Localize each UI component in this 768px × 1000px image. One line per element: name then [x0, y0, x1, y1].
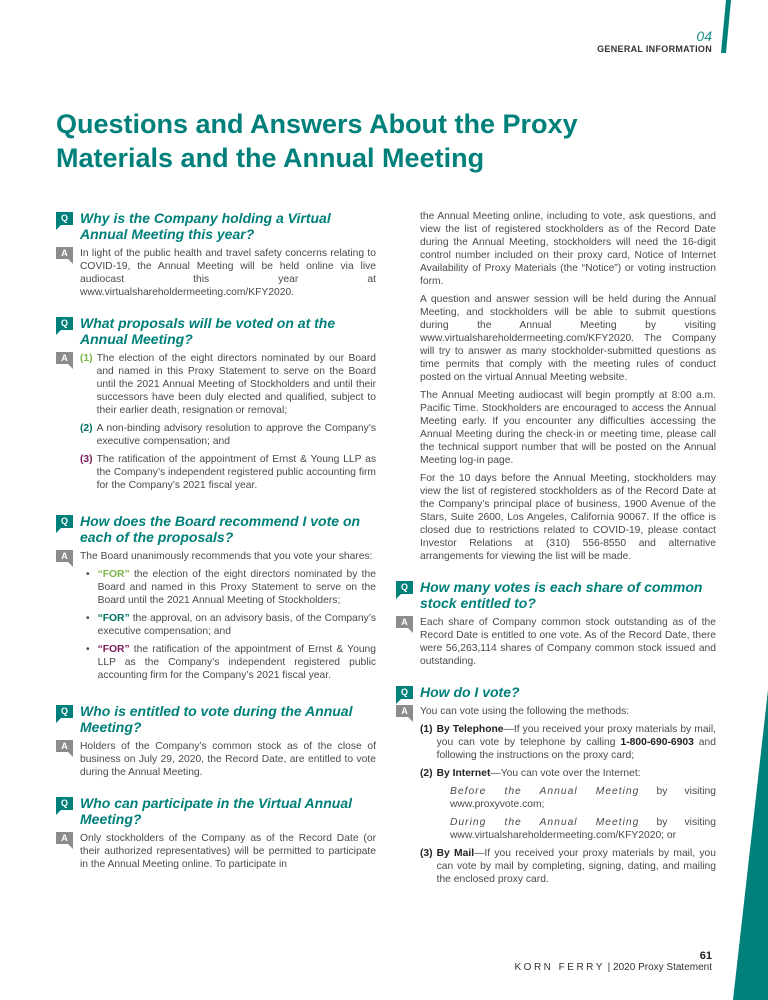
answer: A You can vote using the following the methods: (1) By Telephone—If you received your proxy materials by mail, you can vote by telephone by calling 1-800-690-6903 and following the instructions on the proxy card; (2) By Internet—You can vote over the Internet: Before the Annual Meeting by visiting www.proxyvote.com; During the Annual Meeting by visiting www.virtualshareholdermeeting.com/KFY2020; or (3) By Mail—If you received your proxy materials by mail, you can vote by mail by completing, signing, dating, and mailing the enclosed proxy card. [396, 705, 716, 891]
section-title: GENERAL INFORMATION [597, 44, 712, 54]
answer: A In light of the public health and travel safety concerns relating to COVID-19, the Annual Meeting will be held online via live audiocast this year at www.virtualshareholdermeeting.com/KFY2020. [56, 247, 376, 299]
page-title: Questions and Answers About the Proxy Materials and the Annual Meeting [56, 109, 578, 173]
left-column [56, 210, 376, 887]
answer [56, 352, 376, 497]
vote-method-telephone: (1) By Telephone—If you received your proxy materials by mail, you can vote by telephone by calling 1-800-690-6903 and following the instructions on the proxy card; [420, 724, 716, 761]
q-badge: Q [396, 686, 413, 699]
a-badge: A [56, 832, 73, 844]
list-item: • “FOR” the ratification of the appointment of Ernst & Young LLP as the Company’s independent registered public accounting firm for the Company’s 2021 fiscal year. [86, 644, 376, 681]
vote-method-mail: (3) By Mail—If you received your proxy materials by mail, you can vote by mail by completing, signing, dating, and mailing the enclosed proxy card. [420, 848, 716, 885]
a-badge: A [56, 247, 73, 259]
list-item: (2) A non-binding advisory resolution to approve the Company’s executive compensation; and [80, 423, 376, 447]
q-badge: Q [56, 797, 73, 810]
answer: A The Board unanimously recommends that you vote your shares: • “FOR” the election of the eight directors nominated by the Board and named in this Proxy Statement to serve on the Board until the 2021 Annual Meeting of Stockholders; • “FOR” the approval, on an advisory basis, of the Company’s executive compensation; and • “FOR” the ratification of the appointment of Ernst & Young LLP as the Company’s independent registered public accounting firm for the Company’s 2021 fiscal year. [56, 550, 376, 687]
section-number: 04 [696, 28, 712, 44]
a-badge: A [56, 740, 73, 752]
a-badge: A [396, 616, 413, 628]
answer-continued: the Annual Meeting online, including to vote, ask questions, and view the list of registered stockholders as of the Record Date during the Annual Meeting, stockholders will need the 16-digit control number included on their proxy card, Notice of Internet Availability of Proxy Materials (the “Notice”) or voting instruction form. A question and answer session will be held during the Annual Meeting, and stockholders will be able to submit questions during the Annual Meeting by visiting www.virtualshareholdermeeting.com/KFY2020. The Company will try to answer as many stockholder-submitted questions as time permits that comply with the meeting rules of conduct posted on the virtual Annual Meeting website. The Annual Meeting audiocast will begin promptly at 8:00 a.m. Pacific Time. Stockholders are encouraged to access the Annual Meeting early. If you encounter any difficulties accessing the Annual Meeting during the check-in or meeting time, please call the technical support number that will be posted on the Annual Meeting log-in page. For the 10 days before the Annual Meeting, stockholders may view the list of registered stockholders as of the Record Date at the Company’s principal place of business, 1900 Avenue of the Stars, Suite 2600, Los Angeles, California 90067. If the office is closed due to restrictions related to COVID-19, please contact Investor Relations at (310) 556-8550 and alternative arrangements for viewing the list will be made. [420, 211, 716, 562]
question: Q How does the Board recommend I vote on each of the proposals? [56, 513, 376, 545]
list-item: (1) The election of the eight directors nominated by our Board and named in this Proxy Statement to serve on the Board until the 2021 Annual Meeting of Stockholders and until their successors have been duly elected and qualified, subject to their earlier death, resignation or removal; [80, 353, 376, 416]
question: Q How many votes is each share of common stock entitled to? [396, 579, 716, 611]
right-column [396, 210, 716, 907]
page-number: 61 [699, 950, 712, 962]
document-name: 2020 Proxy Statement [613, 962, 712, 973]
answer: A Only stockholders of the Company as of the Record Date (or their authorized representatives) will be permitted to participate in the Annual Meeting online. To participate in [56, 832, 376, 871]
q-badge: Q [396, 581, 413, 594]
a-badge: A [56, 550, 73, 562]
question: Q How do I vote? [396, 684, 716, 700]
question: Q Who can participate in the Virtual Annual Meeting? [56, 795, 376, 827]
q-badge: Q [56, 515, 73, 528]
brand-logo: KORN FERRY [514, 962, 605, 973]
list-item: • “FOR” the approval, on an advisory basis, of the Company’s executive compensation; and [86, 613, 376, 637]
a-badge: A [396, 705, 413, 717]
answer: A Holders of the Company’s common stock as of the close of business on July 29, 2020, the Record Date, are entitled to vote during the Annual Meeting. [56, 740, 376, 779]
a-badge: A [56, 352, 73, 364]
q-badge: Q [56, 317, 73, 330]
q-badge: Q [56, 212, 73, 225]
question: Q Why is the Company holding a Virtual Annual Meeting this year? [56, 210, 376, 242]
answer: A Each share of Company common stock outstanding as of the Record Date is entitled to one vote. As of the Record Date, there were 56,263,114 shares of Company common stock issued and outstanding. [396, 616, 716, 668]
list-item: (3) The ratification of the appointment of Ernst & Young LLP as the Company’s independent registered public accounting firm for the Company’s 2021 fiscal year. [80, 454, 376, 491]
question: Q What proposals will be voted on at the Annual Meeting? [56, 315, 376, 347]
phone-number: 1-800-690-6903 [620, 737, 694, 748]
q-badge: Q [56, 705, 73, 718]
section-header [597, 28, 712, 54]
vote-method-internet: (2) By Internet—You can vote over the Internet: [420, 768, 641, 779]
list-item: • “FOR” the election of the eight directors nominated by the Board and named in this Proxy Statement to serve on the Board until the 2021 Annual Meeting of Stockholders; [86, 569, 376, 606]
question: Q Who is entitled to vote during the Annual Meeting? [56, 703, 376, 735]
page-footer: 61 KORN FERRY | 2020 Proxy Statement [514, 950, 712, 973]
